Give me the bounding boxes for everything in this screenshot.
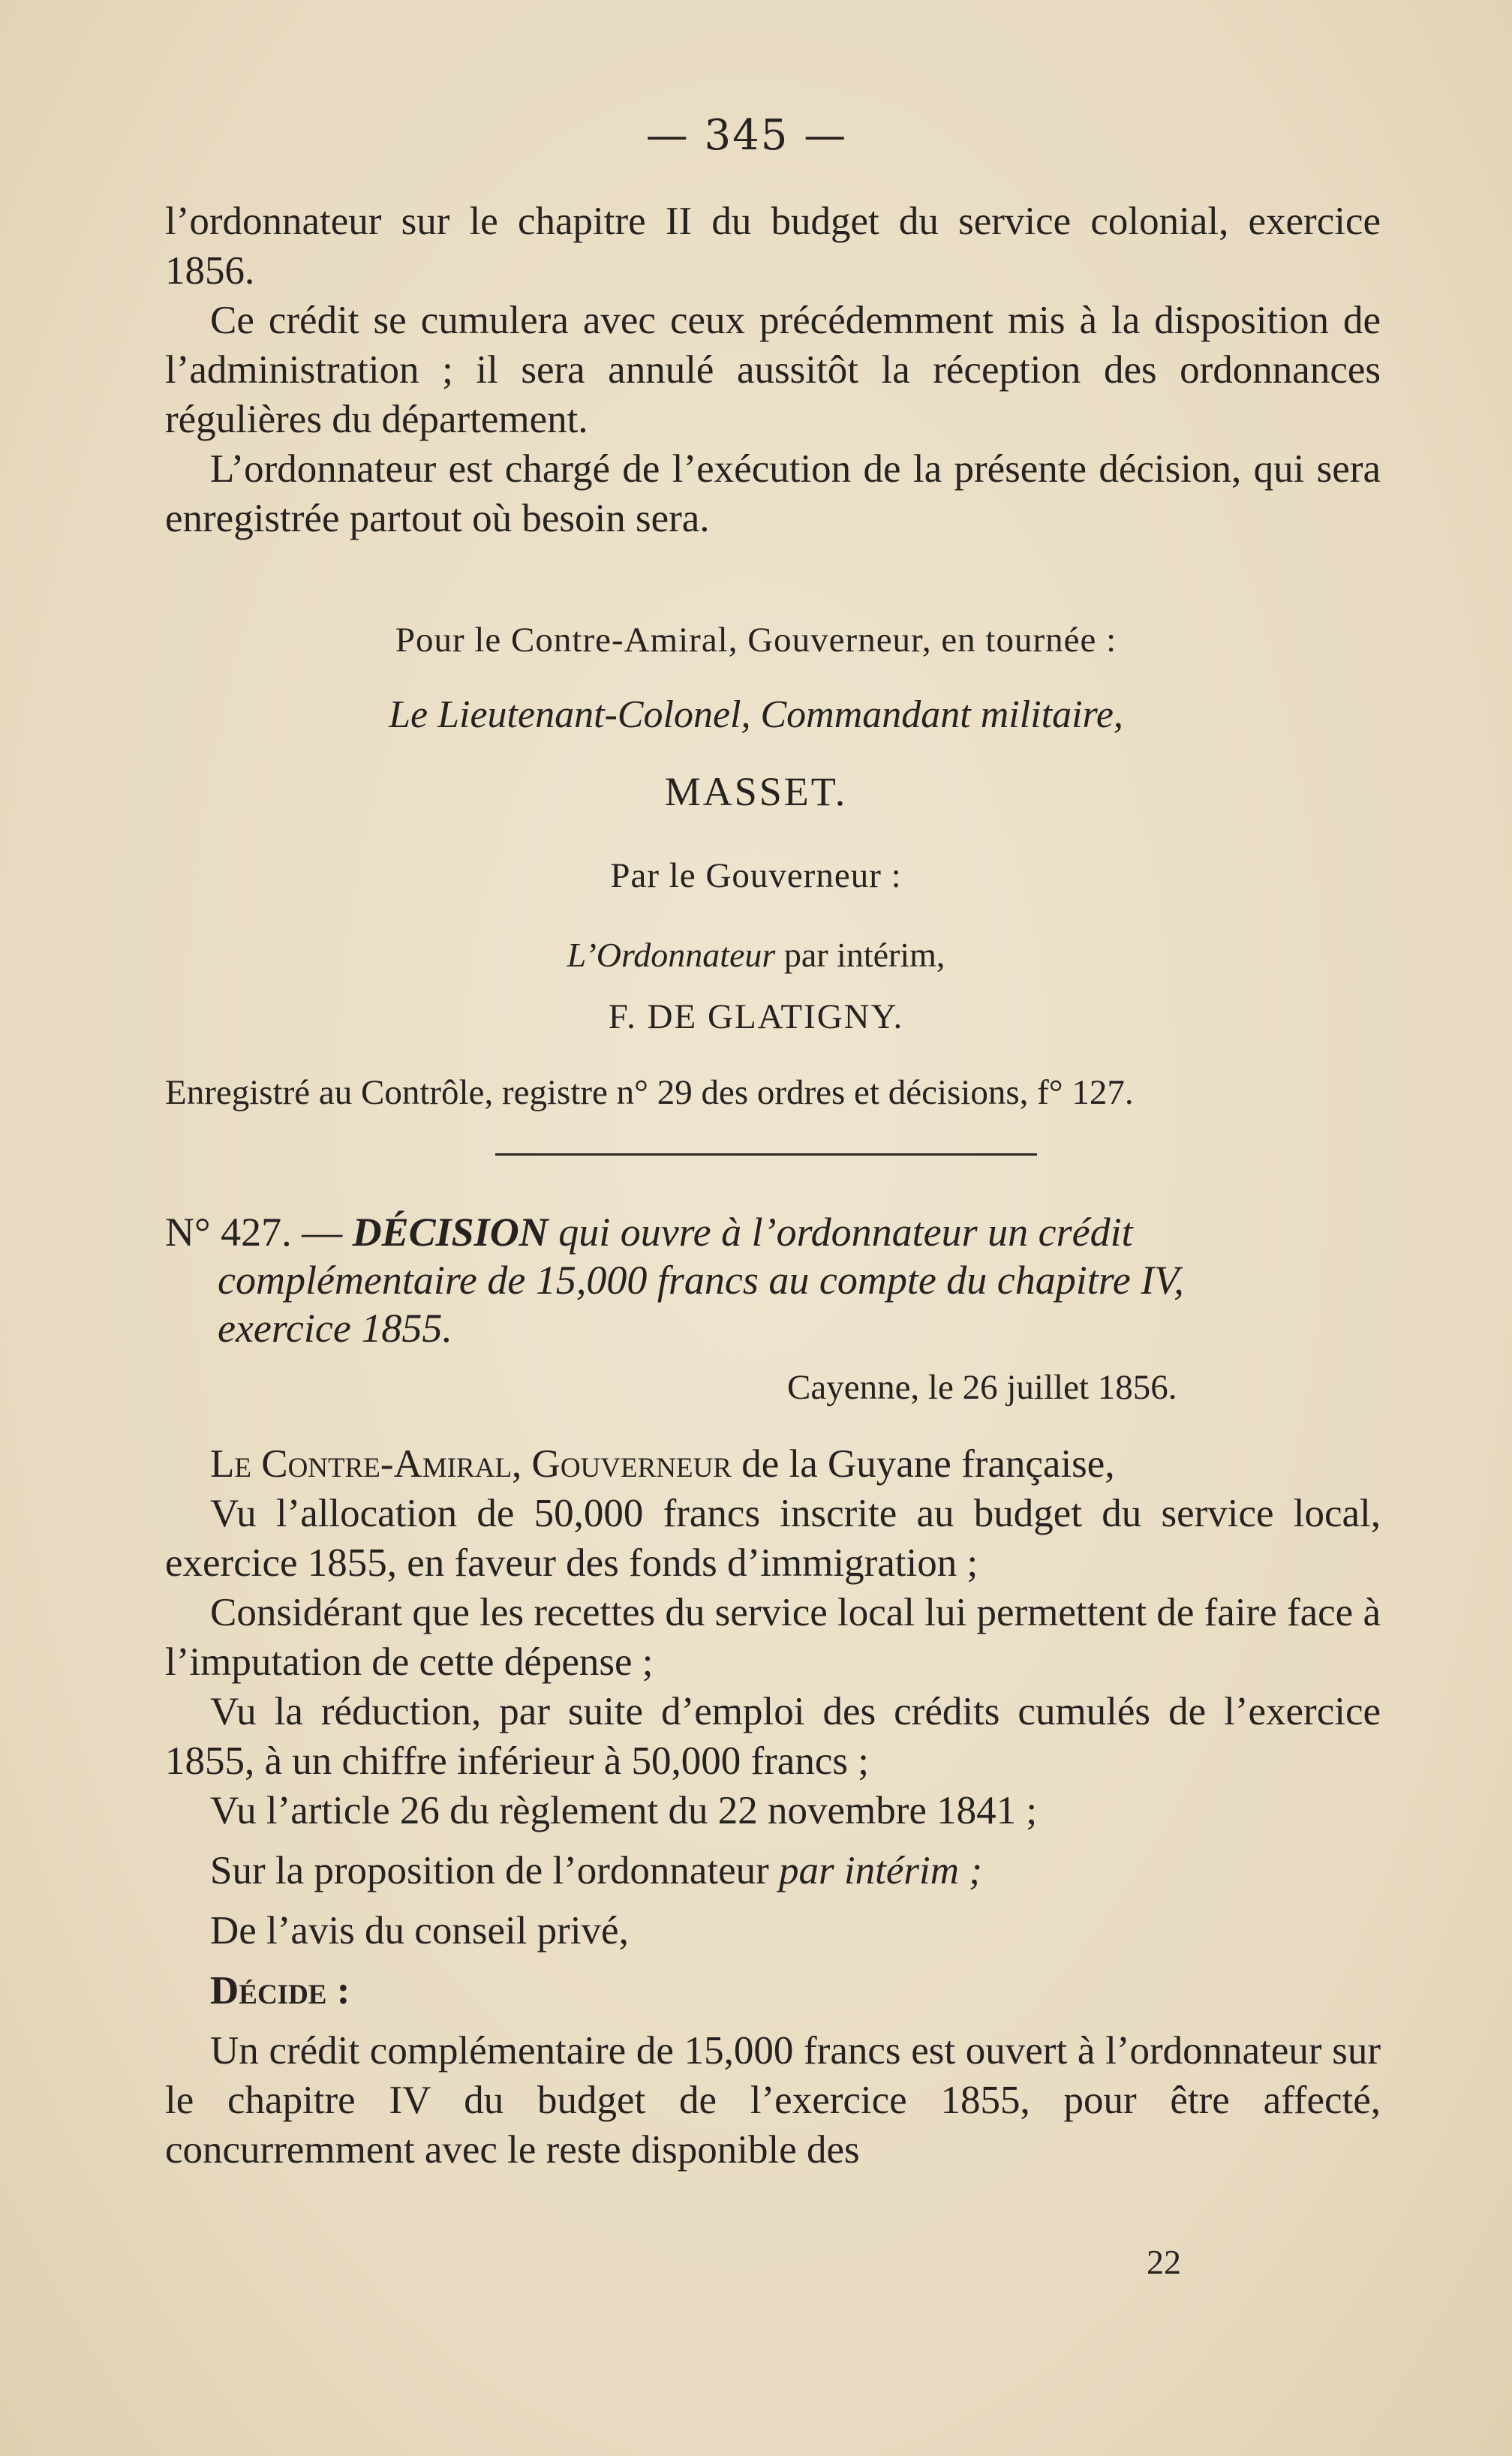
signature-mark: 22 [1147,2243,1181,2281]
signature-line-by-governor: Par le Gouverneur : [610,856,902,895]
signature-line-commander: Le Lieutenant-Colonel, Commandant militaire, [389,693,1123,736]
decision-heading-line1 [165,1208,1381,1256]
preamble-rest: de la Guyane française, [741,1442,1115,1486]
preamble-caps: Le Contre-Amiral, Gouverneur [210,1442,732,1486]
advice: De l’avis du conseil privé, [210,1909,629,1952]
registration-note: Enregistré au Contrôle, registre n° 29 des ordres et décisions, f° 127. [165,1073,1134,1112]
decision-body [165,1439,1381,2175]
signature-role-rest: par intérim, [783,936,945,974]
paragraph-execution: L’ordonnateur est chargé de l’exécution de la présente décision, qui sera enregistrée partout où besoin sera. [165,447,1381,540]
paragraph-continuation: l’ordonnateur sur le chapitre II du budget du service colonial, exercice 1856. [165,200,1381,293]
proposal-start: Sur la proposition de l’ordonnateur [210,1849,769,1892]
signature-line-governor: Pour le Contre-Amiral, Gouverneur, en tournée : [395,621,1117,660]
signature-name-glatigny: F. DE GLATIGNY. [608,997,904,1036]
page-number: — 345 — [645,111,848,160]
decision-dateline: Cayenne, le 26 juillet 1856. [787,1368,1177,1407]
decision-title-line2: complémentaire de 15,000 francs au compte du chapitre IV, [218,1258,1184,1303]
final-paragraph: Un crédit complémentaire de 15,000 francs est ouvert à l’ordonnateur sur le chapitre IV du budget de l’exercice 1855, pour être affecté, concurremment avec le reste disponible des [165,2029,1381,2172]
section-divider [495,1153,1037,1156]
signature-role: L’Ordonnateur [567,936,776,974]
preamble [165,1439,1381,1489]
top-paragraphs [165,197,1381,543]
proposal [165,1846,1381,1895]
proposal-italic: par intérim ; [779,1849,982,1892]
consideration-article: Vu l’article 26 du règlement du 22 novembre 1841 ; [210,1789,1038,1832]
decision-title-line3: exercice 1855. [218,1306,452,1351]
decide-label: Décide : [210,1969,350,2013]
signature-name-masset: MASSET. [664,769,848,814]
paragraph-credit: Ce crédit se cumulera avec ceux précédemment mis à la disposition de l’administration ; il sera annulé aussitôt la réception des ordonnances régulières du département. [165,299,1381,441]
decision-heading [165,1208,1381,1352]
consideration-reduction: Vu la réduction, par suite d’emploi des crédits cumulés de l’exercice 1855, à un chiffre inférieur à 50,000 francs ; [165,1690,1381,1783]
consideration-recettes: Considérant que les recettes du service local lui permettent de faire face à l’imputation de cette dépense ; [165,1591,1381,1684]
signature-line-ordonnateur [0,930,1512,980]
decision-number: N° 427. — [165,1210,343,1255]
decision-title-line1: qui ouvre à l’ordonnateur un crédit [558,1210,1133,1255]
consideration-allocation: Vu l’allocation de 50,000 francs inscrite au budget du service local, exercice 1855, en faveur des fonds d’immigration ; [165,1492,1381,1585]
decision-keyword: DÉCISION [352,1210,549,1255]
